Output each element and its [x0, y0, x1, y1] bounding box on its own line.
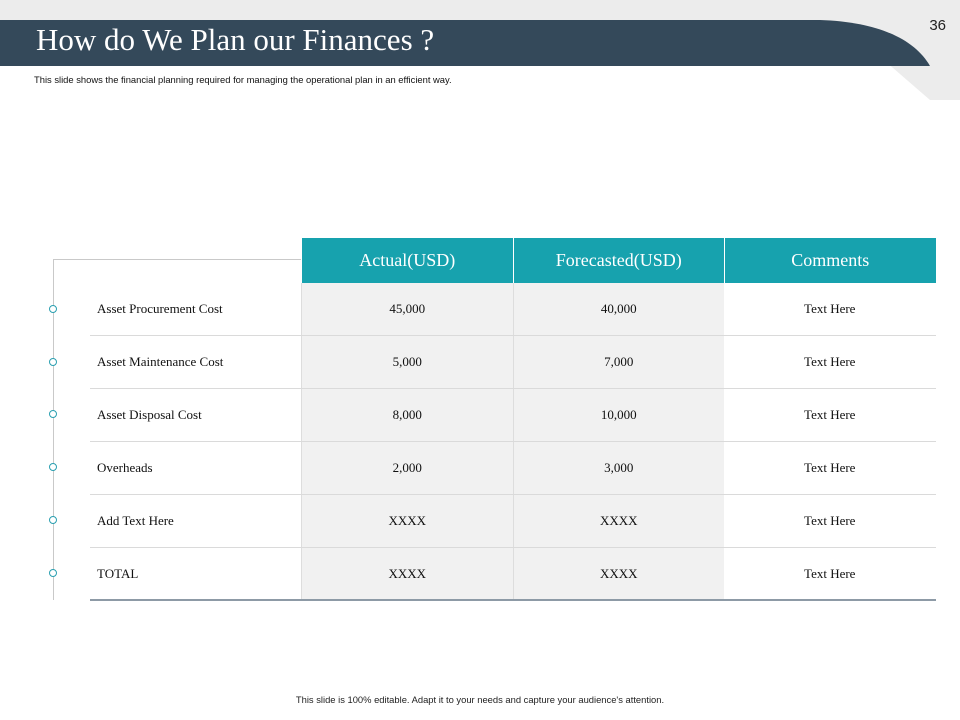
actual-value: 8,000	[301, 389, 513, 441]
bullet-dot-icon	[49, 305, 57, 313]
header-forecasted: Forecasted(USD)	[513, 238, 725, 283]
forecasted-value: XXXX	[513, 548, 725, 599]
table-row	[90, 283, 936, 336]
bullet-dot-icon	[49, 569, 57, 577]
comment-text: Text Here	[724, 442, 936, 494]
comment-text: Text Here	[724, 336, 936, 388]
table-row-total	[90, 548, 936, 601]
actual-value: XXXX	[301, 495, 513, 547]
finance-table	[90, 238, 936, 601]
slide-subtitle: This slide shows the financial planning required for managing the operational plan in an efficient way.	[34, 74, 452, 85]
table-row	[90, 389, 936, 442]
row-label: Asset Maintenance Cost	[97, 354, 224, 369]
actual-value: XXXX	[301, 548, 513, 599]
table-header-row	[90, 238, 936, 283]
row-label: Asset Disposal Cost	[97, 407, 202, 422]
forecasted-value: 40,000	[513, 283, 725, 335]
comment-text: Text Here	[724, 495, 936, 547]
bullet-dot-icon	[49, 358, 57, 366]
bullet-dot-icon	[49, 410, 57, 418]
table-header-blank	[90, 238, 301, 283]
table-row	[90, 442, 936, 495]
actual-value: 2,000	[301, 442, 513, 494]
forecasted-value: 7,000	[513, 336, 725, 388]
table-row	[90, 336, 936, 389]
row-label: Asset Procurement Cost	[97, 301, 223, 316]
forecasted-value: 10,000	[513, 389, 725, 441]
actual-value: 5,000	[301, 336, 513, 388]
actual-value: 45,000	[301, 283, 513, 335]
header-comments: Comments	[724, 238, 936, 283]
slide-title: How do We Plan our Finances ?	[36, 22, 435, 57]
comment-text: Text Here	[724, 283, 936, 335]
table-row	[90, 495, 936, 548]
page-number: 36	[929, 17, 946, 34]
forecasted-value: 3,000	[513, 442, 725, 494]
comment-text: Text Here	[724, 389, 936, 441]
comment-text: Text Here	[724, 548, 936, 599]
bullet-dot-icon	[49, 516, 57, 524]
bullet-dot-icon	[49, 463, 57, 471]
row-label: Overheads	[97, 460, 153, 475]
row-label: Add Text Here	[97, 513, 174, 528]
row-label: TOTAL	[97, 565, 139, 581]
forecasted-value: XXXX	[513, 495, 725, 547]
header-actual: Actual(USD)	[301, 238, 513, 283]
slide-footer-note: This slide is 100% editable. Adapt it to your needs and capture your audience's attention.	[295, 694, 665, 705]
